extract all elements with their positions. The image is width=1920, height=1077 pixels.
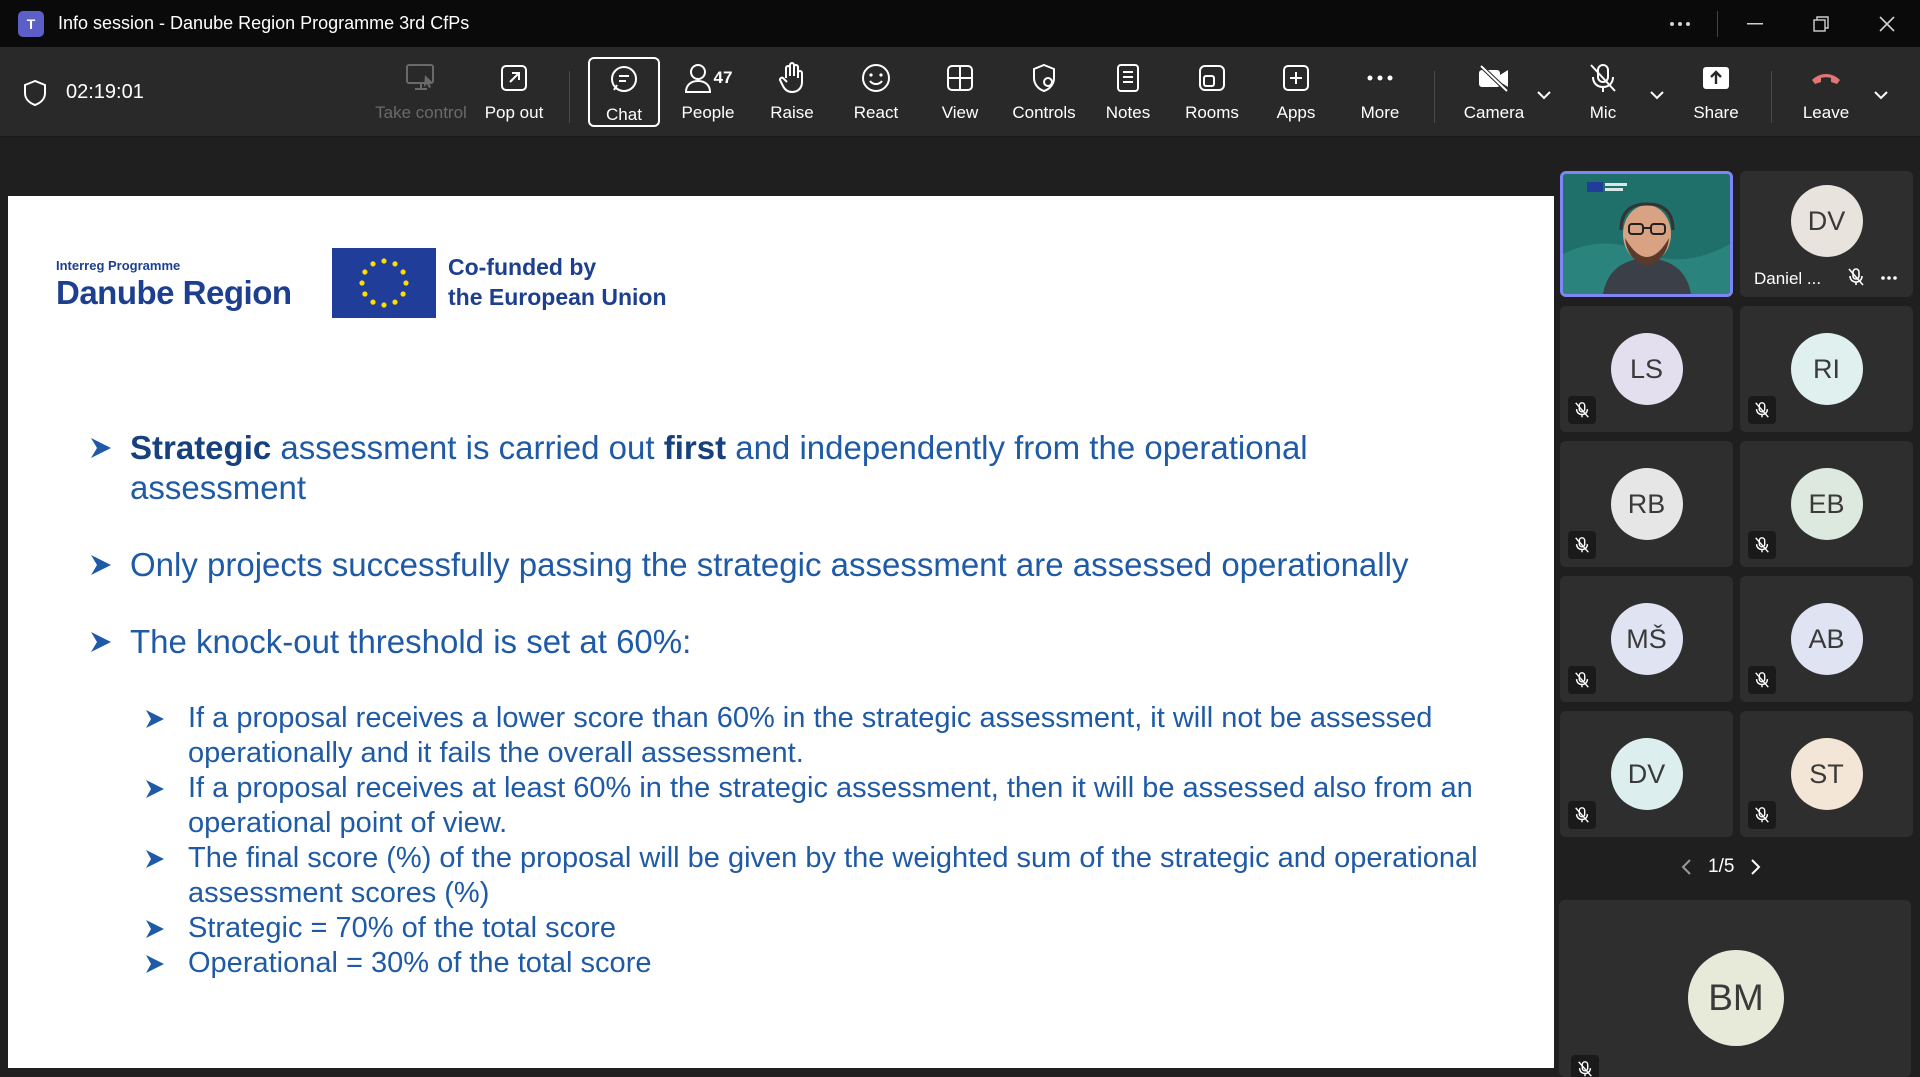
bullet-text: The knock-out threshold is set at 60%: (130, 623, 692, 660)
mic-muted-icon (1568, 531, 1596, 559)
sub-bullet-lower-score (188, 701, 1488, 771)
mic-muted-icon (1748, 801, 1776, 829)
toolbar-divider (1771, 71, 1772, 123)
toolbar-divider (569, 71, 570, 123)
apps-label: Apps (1276, 103, 1316, 122)
raise-hand-icon (778, 62, 806, 94)
more-icon (1366, 74, 1394, 82)
camera-label: Camera (1463, 103, 1525, 122)
more-options-icon[interactable] (1647, 0, 1713, 47)
eu-star-icon (381, 258, 386, 263)
sub-bullet-operational-weight (188, 946, 1488, 981)
rooms-label: Rooms (1185, 103, 1239, 122)
people-icon (684, 63, 712, 93)
react-button[interactable] (840, 57, 912, 127)
raise-label: Raise (770, 103, 814, 122)
eu-star-icon (381, 302, 386, 307)
eu-star-icon (362, 269, 367, 274)
participant-video-feed (1563, 174, 1730, 294)
people-count: 47 (713, 68, 733, 87)
participant-tile[interactable] (1740, 306, 1913, 432)
view-label: View (941, 103, 979, 122)
bullet-strategic-first (130, 428, 1390, 508)
window-controls (1647, 0, 1920, 47)
meeting-toolbar (0, 47, 1920, 137)
previous-page-chevron-left-icon[interactable] (1680, 857, 1694, 877)
sub-bullet-text: The final score (%) of the proposal will be given by the weighted sum of the strategic and operational assessment scores (%) (188, 842, 1478, 909)
notes-icon (1115, 62, 1141, 94)
bullet-text-part2: and independently from the operational assessment (130, 429, 1308, 506)
avatar: AB (1791, 603, 1863, 675)
controls-label: Controls (1012, 103, 1076, 122)
leave-label: Leave (1802, 103, 1850, 122)
page-indicator: 1/5 (1708, 856, 1735, 877)
sub-bullet-arrow-icon (144, 842, 166, 876)
mic-muted-icon (1748, 666, 1776, 694)
window-title: Info session - Danube Region Programme 3rd CfPs (58, 13, 470, 33)
sub-bullet-text: If a proposal receives a lower score than 60% in the strategic assessment, it will not be assessed operationally and it fails the overall assessment. (188, 702, 1433, 769)
rooms-icon (1197, 63, 1227, 93)
participant-name: Daniel ... (1754, 269, 1822, 288)
avatar: DV (1611, 738, 1683, 810)
eu-star-icon (370, 300, 375, 305)
view-button[interactable] (924, 57, 996, 127)
sub-bullet-final-score (188, 841, 1488, 911)
more-label: More (1360, 103, 1400, 122)
eu-star-icon (403, 280, 408, 285)
eu-star-icon (362, 291, 367, 296)
bullet-arrow-icon (88, 622, 114, 662)
react-icon (860, 62, 892, 94)
apps-button[interactable] (1260, 57, 1332, 127)
avatar: RI (1791, 333, 1863, 405)
leave-options-chevron-down-icon[interactable] (1871, 85, 1891, 105)
avatar: ST (1791, 738, 1863, 810)
mic-button[interactable] (1567, 57, 1639, 127)
avatar: EB (1791, 468, 1863, 540)
sub-bullet-text: Operational = 30% of the total score (188, 947, 652, 979)
bullet-text-part1: assessment is carried out (271, 429, 664, 466)
share-label: Share (1693, 103, 1739, 122)
eu-star-icon (359, 280, 364, 285)
rooms-button[interactable] (1176, 57, 1248, 127)
avatar: DV (1791, 185, 1863, 257)
camera-button[interactable] (1452, 57, 1536, 127)
controls-button[interactable] (1004, 57, 1084, 127)
bullet-threshold (130, 622, 1430, 662)
participant-more-icon[interactable] (1880, 275, 1898, 281)
participant-tile[interactable] (1740, 711, 1913, 837)
share-icon (1701, 64, 1731, 92)
sub-bullet-arrow-icon (144, 947, 166, 981)
mic-muted-icon (1568, 396, 1596, 424)
camera-options-chevron-down-icon[interactable] (1534, 85, 1554, 105)
sub-bullet-text: If a proposal receives at least 60% in the strategic assessment, then it will be assessed also from an operational point of view. (188, 772, 1473, 839)
gallery-pager (1680, 856, 1762, 878)
leave-button[interactable] (1790, 57, 1862, 127)
view-icon (945, 63, 975, 93)
shield-icon (22, 79, 48, 107)
participant-tile[interactable] (1560, 576, 1733, 702)
pop-out-button[interactable] (478, 57, 550, 127)
sub-bullet-arrow-icon (144, 702, 166, 736)
bullet-only-projects (130, 545, 1430, 585)
cofunded-line-2: the European Union (448, 284, 667, 310)
raise-hand-button[interactable] (756, 57, 828, 127)
hang-up-icon (1809, 68, 1843, 88)
restore-button[interactable] (1788, 0, 1854, 47)
sub-bullet-strategic-weight (188, 911, 1488, 946)
cofunded-line-1: Co-funded by (448, 254, 597, 280)
programme-logo-title: Danube Region (56, 274, 292, 311)
take-control-icon (405, 63, 437, 93)
shared-slide (8, 196, 1554, 1068)
mic-muted-icon (1568, 801, 1596, 829)
mic-muted-icon (1748, 531, 1776, 559)
mic-label: Mic (1589, 103, 1617, 122)
participant-tile[interactable] (1560, 306, 1733, 432)
notes-label: Notes (1105, 103, 1151, 122)
mic-muted-icon (1571, 1055, 1599, 1077)
participant-tile-daniel[interactable] (1740, 171, 1913, 297)
meeting-timer: 02:19:01 (66, 81, 144, 103)
take-control-label: Take control (375, 103, 467, 122)
share-button[interactable] (1680, 57, 1752, 127)
sub-bullet-arrow-icon (144, 912, 166, 946)
avatar: BM (1688, 950, 1784, 1046)
window-controls-divider (1717, 11, 1718, 37)
sub-bullet-at-least (188, 771, 1488, 841)
eu-star-icon (401, 291, 406, 296)
participant-tile[interactable] (1740, 441, 1913, 567)
mic-muted-icon (1568, 666, 1596, 694)
avatar: MŠ (1611, 603, 1683, 675)
minimize-button[interactable] (1722, 0, 1788, 47)
controls-icon (1029, 62, 1059, 94)
cofunded-text (448, 252, 667, 312)
next-page-chevron-right-icon[interactable] (1748, 857, 1762, 877)
people-button[interactable] (672, 57, 744, 127)
participant-tile-spotlight[interactable] (1559, 900, 1911, 1077)
bullet-arrow-icon (88, 545, 114, 585)
eu-flag-icon (332, 248, 436, 318)
people-label: People (681, 103, 735, 122)
mic-muted-icon (1846, 267, 1866, 287)
bullet-arrow-icon (88, 428, 114, 468)
bullet-bold-first: first (663, 429, 727, 466)
mic-muted-icon (1748, 396, 1776, 424)
toolbar-divider (1434, 71, 1435, 123)
participant-video-tile[interactable] (1560, 171, 1733, 297)
chat-label: Chat (606, 105, 642, 124)
shared-content-stage (0, 138, 1556, 1077)
camera-off-icon (1477, 63, 1511, 93)
teams-logo-icon: T (18, 11, 44, 37)
chat-button[interactable] (588, 57, 660, 127)
close-button[interactable] (1854, 0, 1920, 47)
mic-off-icon (1588, 62, 1618, 94)
pop-out-icon (499, 63, 529, 93)
sub-bullet-arrow-icon (144, 772, 166, 806)
programme-logo-small-text: Interreg Programme (56, 258, 181, 273)
participant-tile[interactable] (1560, 441, 1733, 567)
participant-tile[interactable] (1740, 576, 1913, 702)
sub-bullet-text: Strategic = 70% of the total score (188, 912, 616, 944)
participant-tile[interactable] (1560, 711, 1733, 837)
take-control-button[interactable] (376, 57, 466, 127)
mic-options-chevron-down-icon[interactable] (1647, 85, 1667, 105)
avatar: RB (1611, 468, 1683, 540)
notes-button[interactable] (1092, 57, 1164, 127)
avatar: LS (1611, 333, 1683, 405)
eu-star-icon (392, 261, 397, 266)
eu-star-icon (370, 261, 375, 266)
react-label: React (853, 103, 899, 122)
chat-icon (608, 64, 640, 96)
apps-icon (1281, 63, 1311, 93)
bullet-text: Only projects successfully passing the strategic assessment are assessed operationally (130, 546, 1409, 583)
bullet-bold-strategic: Strategic (130, 429, 272, 466)
eu-star-icon (392, 300, 397, 305)
title-bar (0, 0, 1920, 47)
pop-out-label: Pop out (484, 103, 544, 122)
more-button[interactable] (1344, 57, 1416, 127)
eu-star-icon (401, 269, 406, 274)
